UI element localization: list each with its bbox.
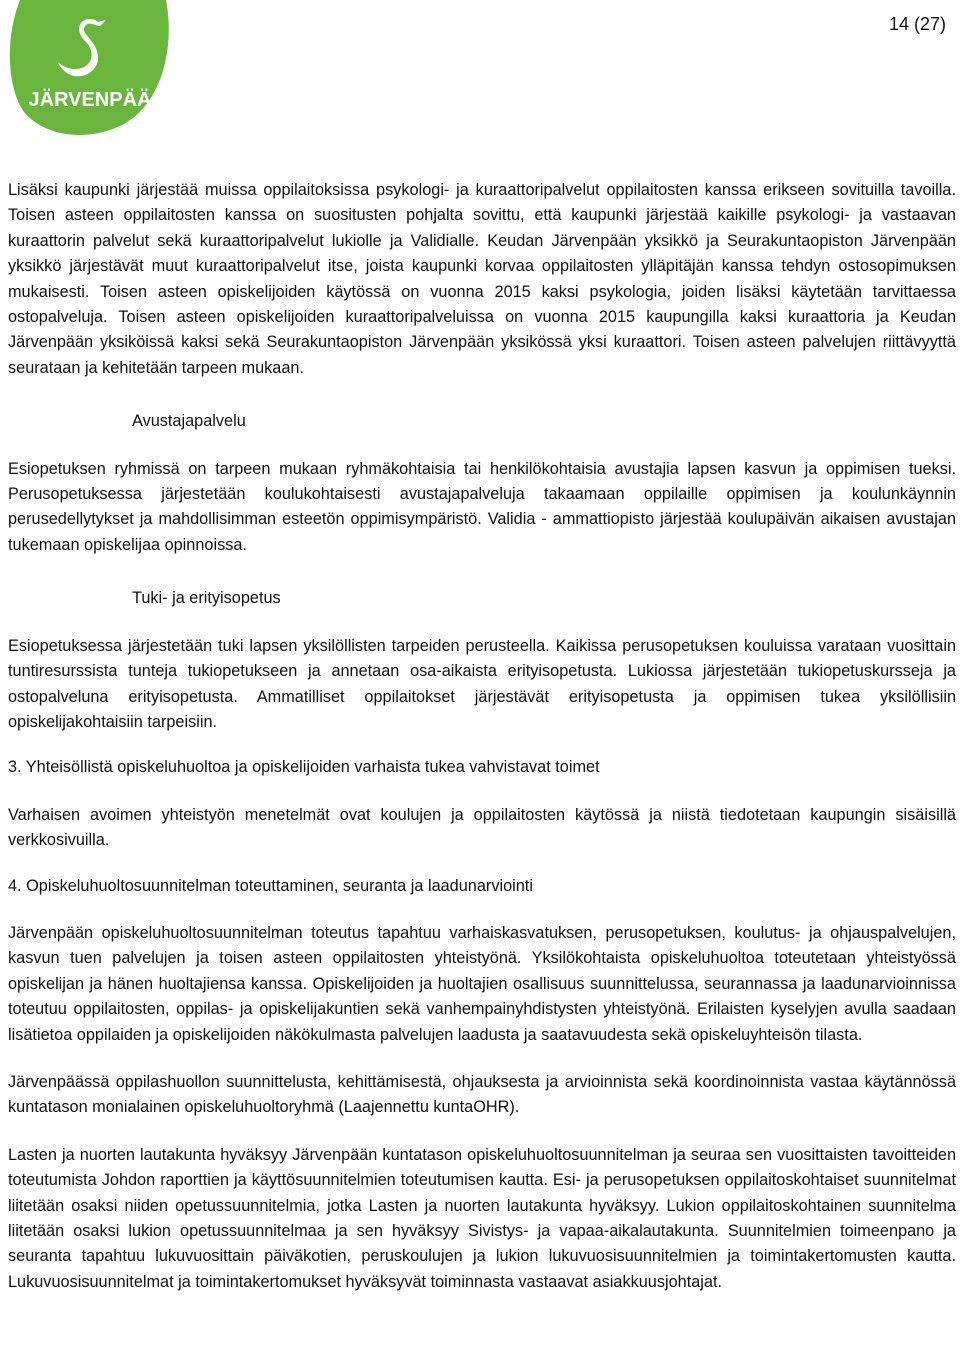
document-body [8, 178, 956, 1295]
paragraph-toteutus: Järvenpään opiskeluhuoltosuunnitelman toteutus tapahtuu varhaiskasvatuksen, perusopetuksen, koulutus- ja ohjauspalvelujen, kasvun tuen palvelujen ja toisen asteen oppilaitosten yhteistyönä. Yksilökohtaista opiskeluhuoltoa toteutetaan yhteistyössä opiskelijan ja hänen huoltajiensa kanssa. Opiskelijoiden ja huoltajien osallisuus suunnittelussa, seurannassa ja laadunarvioinnissa toteutuu oppilaitosten, oppilas- ja opiskelijakuntien sekä vanhempainyhdistysten yhteistyönä. Erilaisten kyselyjen avulla saadaan lisätietoa oppilaiden ja opiskelijoiden näkökulmasta palvelujen laadusta ja saatavuudesta sekä opiskeluyhteisön tilasta. [8, 923, 956, 1044]
paragraph-kuntaohr: Järvenpäässä oppilashuollon suunnittelusta, kehittämisestä, ohjauksesta ja arvioinnista sekä koordinoinnista vastaa käytännössä kuntatason monialainen opiskeluhuoltoryhmä (Laajennettu kuntaOHR). [8, 1072, 956, 1117]
subheading-avustajapalvelu: Avustajapalvelu [132, 412, 246, 431]
paragraph-end-mark: . [299, 358, 304, 377]
paragraph-lautakunta: Lasten ja nuorten lautakunta hyväksyy Järvenpään kuntatason opiskeluhuoltosuunnitelman ja seuraa sen vuosittaisten tavoitteiden toteutumista Johdon raporttien ja käyttösuunnitelmien toteutumisen kautta. Esi- ja perusopetuksen oppilaitoskohtaiset suunnitelmat liitetään osaksi niiden opetussuunnitelmia, jotka Lasten ja nuorten lautakunta hyväksyy. Lukion oppilaitoskohtainen suunnitelma liitetään osaksi lukion opetussuunnitelmaa ja sen hyväksyy Sivistys- ja vapaa-aikalautakunta. Suunnitelmien toimeenpano ja seuranta tapahtuu lukuvuosittain päiväkotien, peruskoulujen ja lukion lukuvuosisuunnitelmien ja toimintakertomusten kautta. Lukuvuosisuunnitelmat ja toimintakertomukset hyväksyvät toiminnasta vastaavat asiakkuusjohtajat. [8, 1145, 956, 1291]
paragraph-varhainen-yhteistyo: Varhaisen avoimen yhteistyön menetelmät ovat koulujen ja oppilaitosten käytössä ja niistä tiedotetaan kaupungin sisäisillä verkkosivuilla. [8, 805, 956, 850]
heading-section-3: 3. Yhteisöllistä opiskeluhuoltoa ja opiskelijoiden varhaista tukea vahvistavat toimet [8, 758, 600, 777]
paragraph-tuki-ja-erityisopetus: Esiopetuksessa järjestetään tuki lapsen yksilöllisten tarpeiden perusteella. Kaikissa perusopetuksen kouluissa varataan vuosittain tuntiresurssista tunteja tukiopetukseen ja annetaan osa-aikaista erityisopetusta. Lukiossa järjestetään tukiopetuskursseja ja ostopalveluna erityisopetusta. Ammatilliset oppilaitokset järjestävät erityisopetusta ja oppimisen tukea yksilöllisiin opiskelijakohtaisiin tarpeisiin. [8, 636, 956, 731]
subheading-tuki-ja-erityisopetus: Tuki- ja erityisopetus [132, 589, 281, 608]
paragraph-kuraattoripalvelut: Lisäksi kaupunki järjestää muissa oppilaitoksissa psykologi- ja kuraattoripalvelut oppilaitosten kanssa erikseen sovituilla tavoilla. Toisen asteen oppilaitosten kanssa on suositusten pohjalta sovittu, että kaupunki järjestää kaikille psykologi- ja vastaavan kuraattorin palvelut sekä kuraattoripalvelut lukiolle ja Validialle. Keudan Järvenpään yksikkö ja Seurakuntaopiston Järvenpään yksikkö järjestävät muut kuraattoripalvelut itse, joista kaupunki korvaa oppilaitosten ylläpitäjän kanssa tehdyn ostosopimuksen mukaisesti. Toisen asteen opiskelijoiden käytössä on vuonna 2015 kaksi psykologia, joiden lisäksi käytetään tarvittaessa ostopalveluja. Toisen asteen opiskelijoiden kuraattoripalveluissa on vuonna 2015 kaupungilla kaksi kuraattoria ja Keudan Järvenpään yksiköissä kaksi sekä Seurakuntaopiston Järvenpään yksikössä yksi kuraattori. Toisen asteen palvelujen riittävyyttä seurataan ja kehitetään tarpeen mukaan. [8, 181, 956, 377]
page-number: 14 (27) [888, 14, 946, 34]
paragraph-avustajapalvelu: Esiopetuksen ryhmissä on tarpeen mukaan ryhmäkohtaisia tai henkilökohtaisia avustajia lapsen kasvun ja oppimisen tueksi. Perusopetuksessa järjestetään koulukohtaisesti avustajapalveluja takaamaan oppilaille oppimisen ja koulunkäynnin perusedellytykset ja mahdollisimman esteetön oppimisympäristö. Validia - ammattiopisto järjestää koulupäivän aikaisen avustajan tukemaan opiskelijaa opinnoissa. [8, 459, 956, 554]
heading-section-4: 4. Opiskeluhuoltosuunnitelman toteuttaminen, seuranta ja laadunarviointi [8, 876, 533, 895]
jarvenpaa-logo [6, 0, 174, 138]
logo-text: JÄRVENPÄÄ [28, 89, 152, 111]
